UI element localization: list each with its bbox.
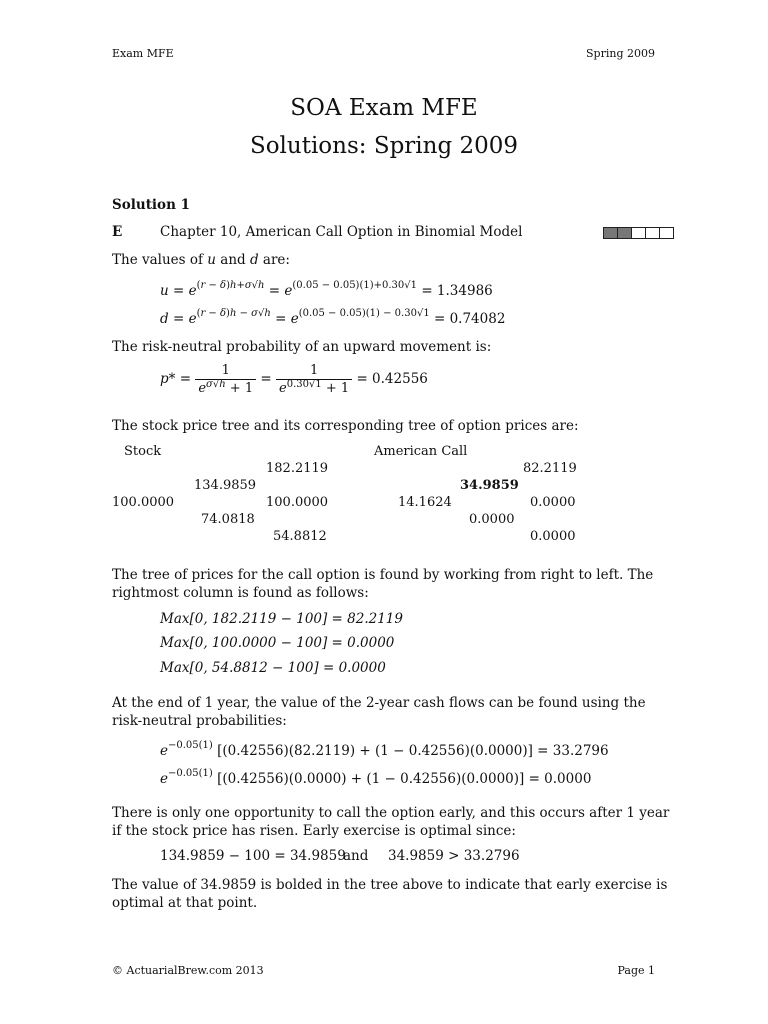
call-tree-label: American Call [374,444,468,459]
difficulty-cell [631,227,646,239]
solution-heading: Solution 1 [112,197,190,213]
prob-intro: The risk-neutral probability of an upward movement is: [112,339,492,355]
opportunity-paragraph: There is only one opportunity to call the option early, and this occurs after 1 year if the stock price has risen. Early exercise is optimal since: [112,805,670,839]
difficulty-cell [603,227,618,239]
stock-tree-label: Stock [124,444,162,459]
page-title: SOA Exam MFE [290,95,478,121]
call-node-dd: 0.0000 [530,529,576,544]
stock-node-root: 100.0000 [112,495,175,510]
page-subtitle: Solutions: Spring 2009 [249,133,519,159]
header-right: Spring 2009 [586,47,655,60]
difficulty-cell [659,227,674,239]
end-year-paragraph: At the end of 1 year, the value of the 2-year cash flows can be found using the risk-neutral probabilities: [112,695,646,729]
stock-node-d: 74.0818 [201,512,255,527]
bolded-paragraph: The value of 34.9859 is bolded in the tree above to indicate that early exercise is optimal at that point. [112,877,668,911]
call-node-ud: 0.0000 [530,495,576,510]
call-node-root: 14.1624 [398,495,452,510]
max-formula-2: Max[0, 100.0000 − 100] = 0.0000 [160,635,395,651]
stock-node-dd: 54.8812 [273,529,327,544]
answer-letter: E [112,224,123,240]
difficulty-cell [645,227,660,239]
comparison-2: 34.9859 > 33.2796 [388,848,520,864]
footer-page: Page 1 [617,964,655,977]
call-node-d: 0.0000 [469,512,515,527]
difficulty-meter [604,227,674,239]
stock-node-uu: 182.2119 [266,461,329,476]
d-result: = 0.74082 [433,311,506,327]
d-formula: $d = e^{(r - \delta)h - \sigma√h} = e^{(0.05 - 0.05)(1) - 0.30√1} = 0.74082$ [160,308,506,327]
chapter-label: Chapter 10, American Call Option in Binomial Model [160,224,523,240]
difficulty-cell [617,227,632,239]
values-intro: The values of u and d are: [112,252,290,268]
max-formula-3: Max[0, 54.8812 − 100] = 0.0000 [160,660,386,676]
header-left: Exam MFE [112,47,174,60]
max-formula-1: Max[0, 182.2119 − 100] = 82.2119 [160,611,403,627]
comparison-and: and [343,848,369,864]
stock-node-ud: 100.0000 [266,495,329,510]
discount-formula-1: $e^{-0.05(1)}$ [(0.42556)(82.2119) + (1 − 0.42556)(0.0000)] = 33.2796 [160,740,609,759]
rightmost-paragraph: The tree of prices for the call option is found by working from right to left. The rightmost column is found as follows: [112,567,654,601]
p-result: = 0.42556 [356,371,428,387]
u-formula: $u = e^{(r - \delta)h+\sigma√h} = e^{(0.05 - 0.05)(1)+0.30√1} = 1.34986$ [160,280,493,299]
footer-copyright: © ActuarialBrew.com 2013 [112,964,264,977]
u-result: = 1.34986 [421,283,493,299]
comparison-1: 134.9859 − 100 = 34.9859 [160,848,346,864]
discount-2-body: [(0.42556)(0.0000) + (1 − 0.42556)(0.0000)] = 0.0000 [217,771,592,787]
discount-formula-2: $e^{-0.05(1)}$ [(0.42556)(0.0000) + (1 − 0.42556)(0.0000)] = 0.0000 [160,768,592,787]
call-node-u: 34.9859 [460,478,519,493]
stock-node-u: 134.9859 [194,478,257,493]
tree-intro: The stock price tree and its corresponding tree of option prices are: [112,418,579,434]
discount-1-body: [(0.42556)(82.2119) + (1 − 0.42556)(0.0000)] = 33.2796 [217,743,609,759]
p-formula: p* = $\frac{1}{e^{\sigma√h} + 1}$ = $\frac{1}{e^{0.30√1} + 1}$ = 0.42556 [160,363,428,396]
call-node-uu: 82.2119 [523,461,577,476]
